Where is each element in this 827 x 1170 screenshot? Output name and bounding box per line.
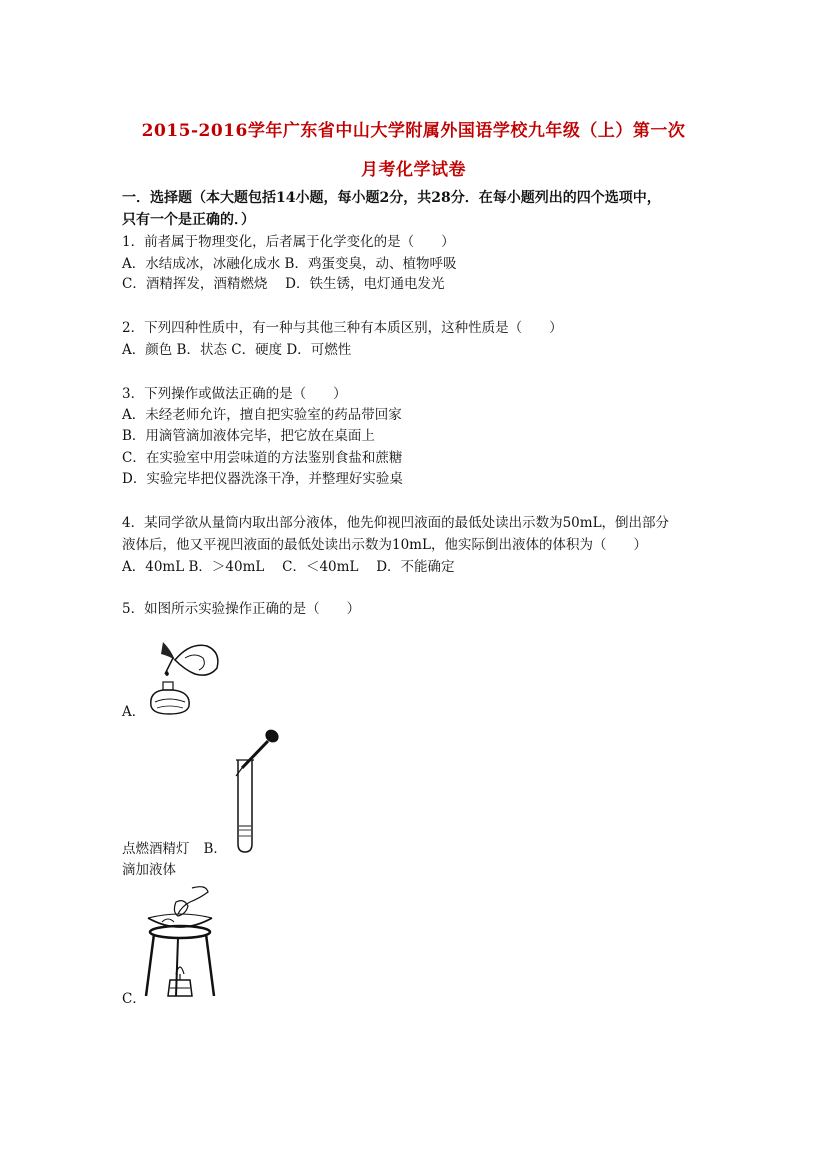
q4-stem-cont: 液体后，他又平视凹液面的最低处读出示数为10mL，他实际倒出液体的体积为（ ） <box>122 537 647 553</box>
q5-caption-a <box>122 840 227 858</box>
figure-b-dropper-test-tube <box>228 726 284 856</box>
exam-title-line1: 2015-2016学年广东省中山大学附属外国语学校九年级（上）第一次 <box>141 121 686 141</box>
q1-options-ab: A．水结成冰，冰融化成水 B．鸡蛋变臭，动、植物呼吸 <box>122 256 457 272</box>
exam-title-line2: 月考化学试卷 <box>361 160 466 180</box>
q3-stem: 3．下列操作或做法正确的是（ ） <box>122 386 347 402</box>
q1-stem: 1．前者属于物理变化，后者属于化学变化的是（ ） <box>122 234 455 250</box>
q5-stem: 5．如图所示实验操作正确的是（ ） <box>122 601 361 617</box>
q3-option-c: C．在实验室中用尝味道的方法鉴别食盐和蔗糖 <box>122 450 403 466</box>
q1-options-cd: C．酒精挥发，酒精燃烧 D．铁生锈，电灯通电发光 <box>122 276 445 292</box>
q4-stem: 4．某同学欲从量筒内取出部分液体，他先仰视凹液面的最低处读出示数为50mL，倒出部分 <box>122 515 670 531</box>
section-heading: 一．选择题（本大题包括14小题，每小题2分，共28分．在每小题列出的四个选项中， <box>122 190 661 206</box>
q3-option-b: B．用滴管滴加液体完毕，把它放在桌面上 <box>122 428 375 444</box>
q5-label-b: B． <box>203 841 227 857</box>
q5-label-c: C． <box>122 991 146 1007</box>
caption-a-text: 点燃酒精灯 <box>122 841 190 857</box>
figure-c-evaporation-tripod <box>140 884 220 1004</box>
q2-stem: 2．下列四种性质中，有一种与其他三种有本质区别，这种性质是（ ） <box>122 320 563 336</box>
figure-a-alcohol-lamp <box>145 630 225 722</box>
q4-options: A．40mL B．＞40mL C．＜40mL D．不能确定 <box>122 559 455 575</box>
section-heading-cont: 只有一个是正确的．） <box>122 212 255 228</box>
q3-option-d: D．实验完毕把仪器洗涤干净，并整理好实验桌 <box>122 471 403 487</box>
q5-label-a: A． <box>122 704 146 720</box>
q5-caption-b: 滴加液体 <box>122 862 176 878</box>
q3-option-a: A．未经老师允许，擅自把实验室的药品带回家 <box>122 407 402 423</box>
q2-options: A．颜色 B．状态 C．硬度 D．可燃性 <box>122 342 352 358</box>
